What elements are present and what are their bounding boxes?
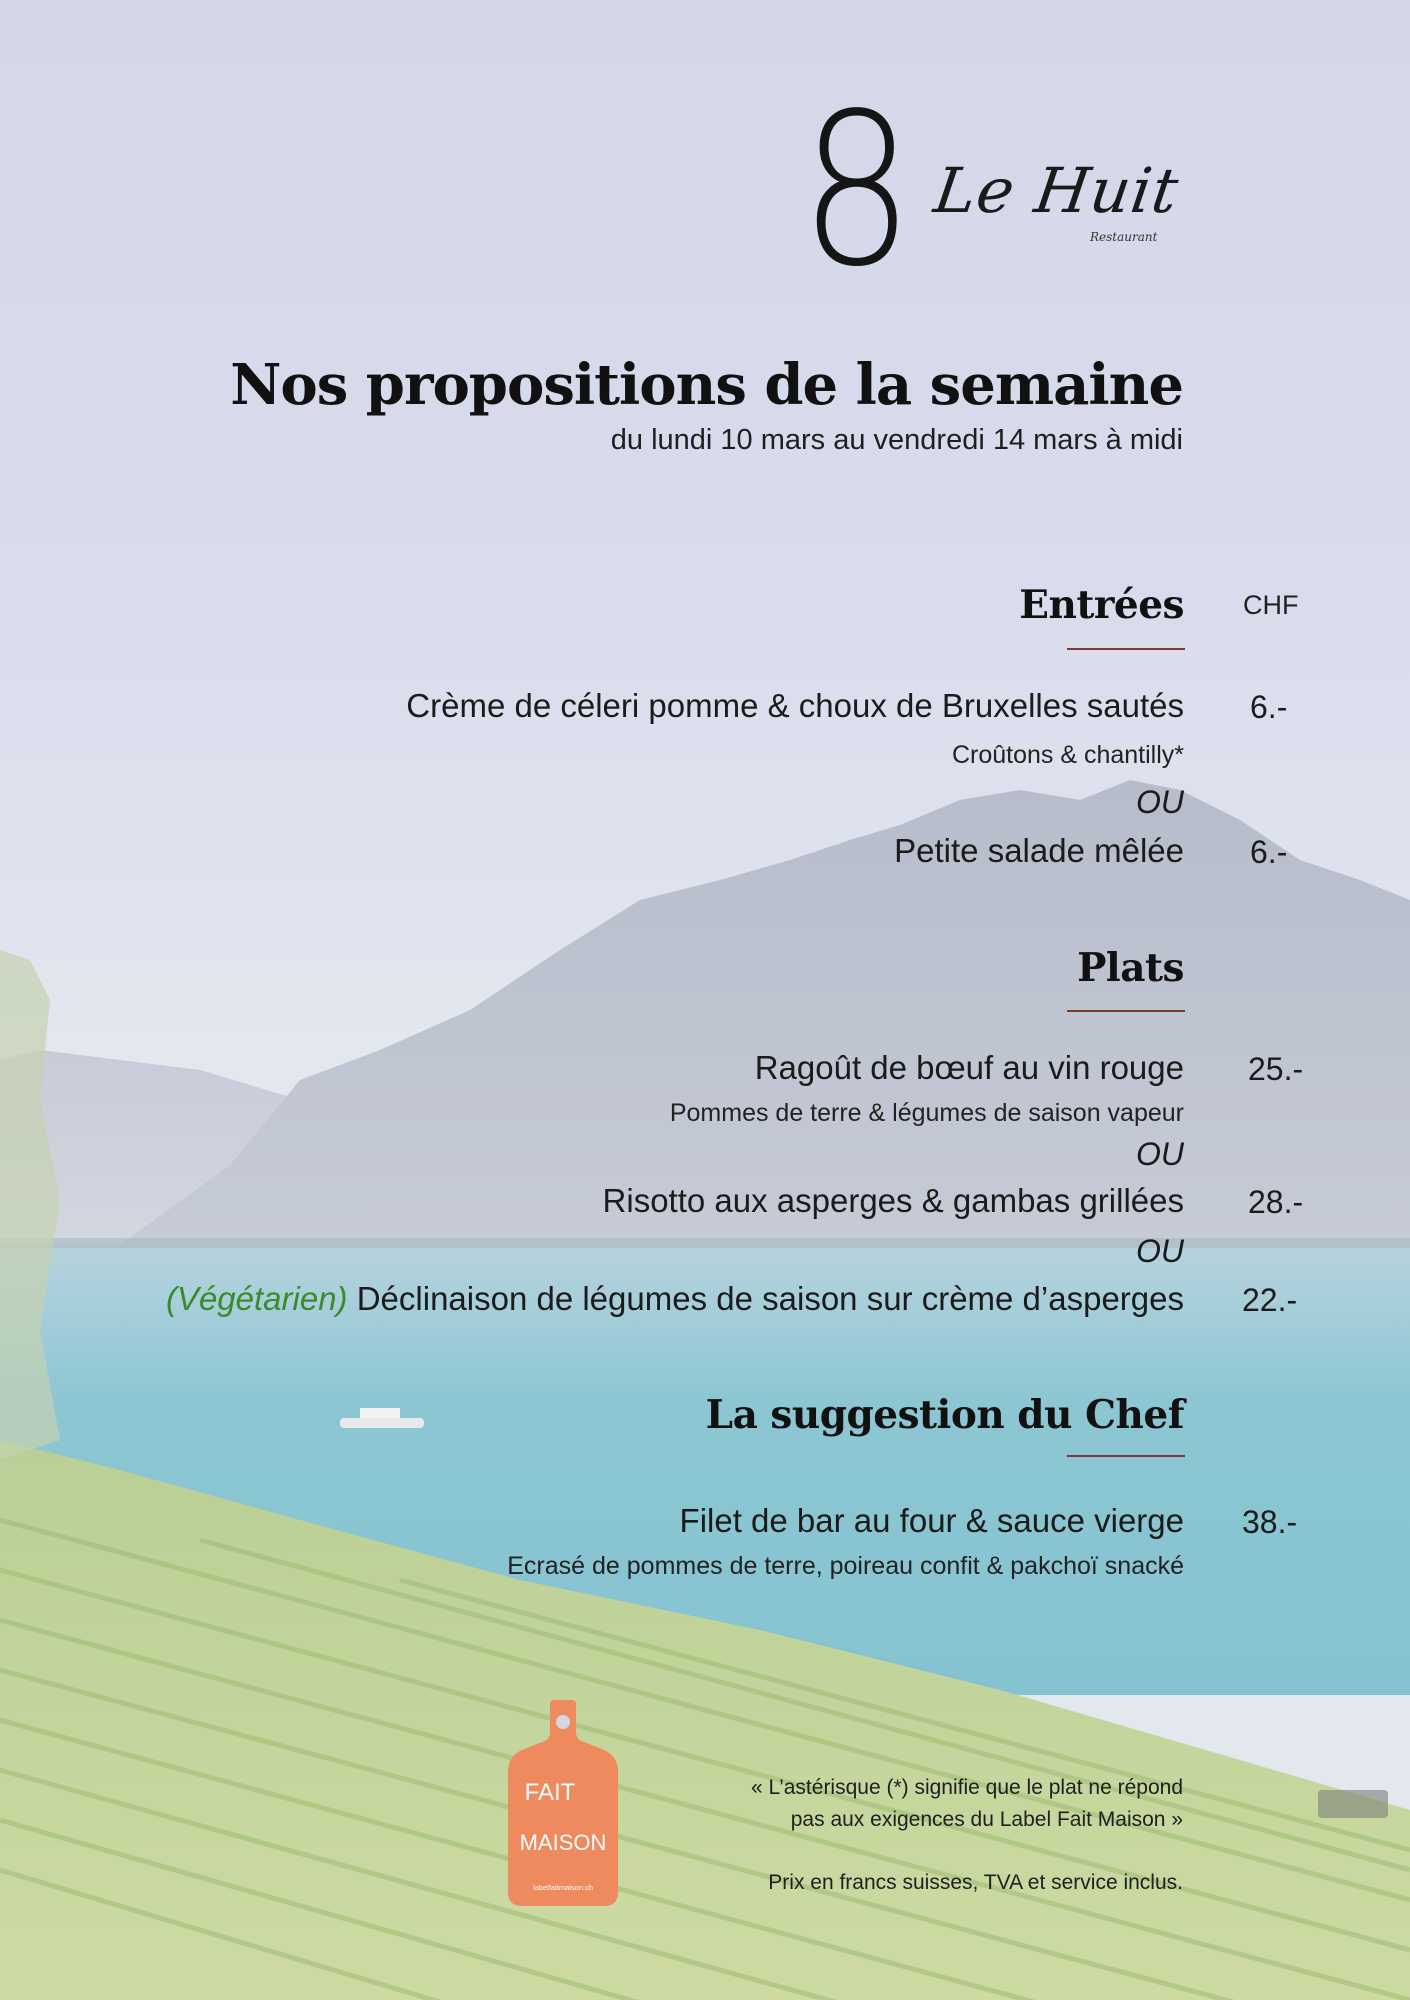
- section-title-entrees: Entrées: [1019, 582, 1184, 628]
- badge-line1: FAIT: [524, 1779, 576, 1806]
- fait-maison-badge: [508, 1700, 618, 1906]
- section-divider: [1067, 648, 1185, 650]
- dish-price: 6.-: [1250, 834, 1288, 870]
- or-label: OU: [1136, 1136, 1184, 1172]
- section-title-chef: La suggestion du Chef: [705, 1392, 1184, 1438]
- dish-price: 22.-: [1242, 1282, 1298, 1318]
- dish-price: 25.-: [1248, 1051, 1304, 1087]
- dish-price: 28.-: [1248, 1184, 1304, 1220]
- dish-price: 38.-: [1242, 1504, 1298, 1540]
- menu-dates: du lundi 10 mars au vendredi 14 mars à midi: [610, 424, 1183, 456]
- asterisk-note-line2: pas aux exigences du Label Fait Maison »: [790, 1808, 1183, 1831]
- asterisk-note: [751, 1772, 1183, 1836]
- page-title: Nos propositions de la semaine: [230, 352, 1183, 418]
- vegetarian-tag: (Végétarien): [165, 1280, 348, 1317]
- dish-name: Ragoût de bœuf au vin rouge: [754, 1049, 1184, 1086]
- section-divider: [1067, 1455, 1185, 1457]
- dish-detail: Pommes de terre & légumes de saison vapeur: [669, 1099, 1184, 1127]
- logo-tagline: Restaurant: [1090, 230, 1158, 244]
- section-title-plats: Plats: [1077, 945, 1184, 991]
- dish-detail: Ecrasé de pommes de terre, poireau confit & pakchoï snacké: [507, 1552, 1184, 1580]
- dish-name-vegetarian: [166, 1280, 1184, 1318]
- dish-detail: Croûtons & chantilly*: [951, 741, 1184, 769]
- or-label: OU: [1136, 1233, 1184, 1269]
- section-divider: [1067, 1010, 1185, 1012]
- prices-note: Prix en francs suisses, TVA et service inclus.: [768, 1871, 1183, 1894]
- dish-name: Déclinaison de légumes de saison sur crème d’asperges: [356, 1280, 1184, 1317]
- or-label: OU: [1136, 784, 1184, 820]
- dish-price: 6.-: [1250, 689, 1288, 725]
- dish-name: Filet de bar au four & sauce vierge: [679, 1502, 1184, 1539]
- asterisk-note-line1: « L’astérisque (*) signifie que le plat ne répond: [751, 1776, 1183, 1799]
- badge-line2: MAISON: [519, 1830, 607, 1855]
- dish-name: Risotto aux asperges & gambas grillées: [602, 1182, 1184, 1219]
- dish-name: Crème de céleri pomme & choux de Bruxelles sautés: [406, 687, 1184, 724]
- restaurant-logo: [800, 68, 1184, 313]
- badge-url: labelfaitmaison.ch: [532, 1883, 594, 1892]
- currency-label: CHF: [1243, 590, 1299, 620]
- dish-name: Petite salade mêlée: [894, 832, 1184, 869]
- logo-numeral: 8: [800, 68, 914, 313]
- logo-name: Le Huit: [929, 154, 1184, 227]
